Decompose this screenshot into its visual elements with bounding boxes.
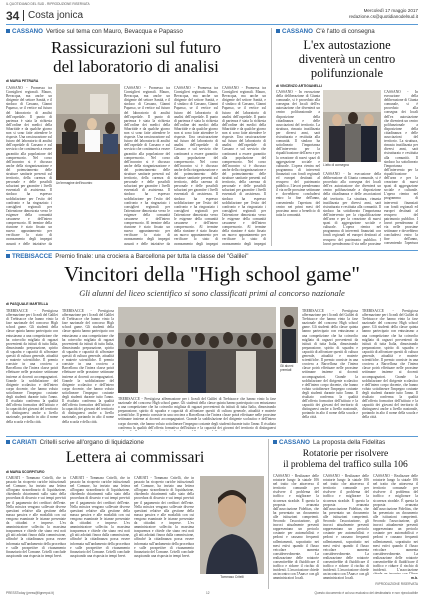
square-bullet-icon [6,254,10,258]
column-divider [268,439,269,589]
article-body-col3: CASSANO - Realizzare delle rotatorie lungo la statale 106 nel tratto che attraversa il territorio comunale per risolvere il problema del traffico e migliorare la sicurezza stradale. È questa la proposta avanzata dall'associazione Fidelitas, che ha presentato un documento alle istituzioni competenti. Secondo l'associazione, gli incroci attualmente presenti rappresentano un pericolo costante per automobilisti e pedoni e causano frequenti rallentamenti, soprattutto nei mesi estivi quando il flusso veicolare aumenta considerevolmente. La realizzazione delle rotatorie consentirebbe di fluidificare il traffico e ridurre il rischio di incidenti. L'associazione [373,474,418,573]
article-body-col1: CASSANO - Promessa tra Consiglieri regionali. Mauro, Bevacqua, ma anche un dirigente del settore Sanità, e il sindaco di Cassano, Gianni Papasso, se il vertice sul futuro del laboratorio di analisi dell'ospedale. Il punto di partenza è stata la richiesta dell'ordine dei medici della Sibaritide e da qualche giorno non si sono fatte attendere le risposte. Una rassicurazione sul futuro del laboratorio di analisi dell'ospedale di Cassano e sul servizio che continuerà a essere garantito alla popolazione del comprensorio. Nel corso dell'incontro si è discusso anche della riorganizzazione e del potenziamento delle strutture sanitarie presenti sul territorio, della carenza di personale e delle possibili soluzioni per garantire i livelli essenziali di assistenza. Il sindaco ha espresso soddisfazione per l'esito del confronto e ha ringraziato i consiglieri regionali per l'attenzione dimostrata verso le esigenze della comunità cassanese e dell'intero comprensorio. Al termine della riunione è stato fissato un nuovo appuntamento per verificare lo stato di avanzamento degli impegni assunti e delle iniziative da [6,86,52,246]
photo-caption: Un'immagine dell'incontro [56,181,93,185]
photo-caption: L'atto di consegna [323,163,349,167]
article-autostazione [276,28,418,248]
article-kicker [6,253,248,260]
column-divider [271,28,272,246]
footer-right: Questo documento è ad uso esclusivo del destinatario e non riproducibile [314,591,418,595]
kicker-text: La proposta della Fidelitas [312,439,386,446]
square-bullet-icon [276,29,280,33]
article-body-col3: CASSANO - Promessa tra Consiglieri regionali. Mauro, Bevacqua, ma anche un dirigente del settore Sanità, e il sindaco di Cassano, Gianni Papasso, se il vertice sul futuro del laboratorio di analisi dell'ospedale. Il punto di partenza è stata la richiesta dell'ordine dei medici della Sibaritide e da qualche giorno non si sono fatte attendere le risposte. Una rassicurazione sul futuro del laboratorio di analisi dell'ospedale di Cassano e sul servizio che continuerà a essere garantito alla popolazione del comprensorio. Nel corso dell'incontro si è discusso anche della riorganizzazione e del potenziamento delle strutture sanitarie presenti sul territorio, della carenza di personale e delle possibili soluzioni per garantire i livelli essenziali di assistenza. Il sindaco ha espresso soddisfazione per l'esito del confronto e ha ringraziato i consiglieri regionali per l'attenzione dimostrata verso le esigenze della comunità cassanese e dell'intero comprensorio. Al termine della riunione è stato fissato un nuovo appuntamento per verificare lo stato di avanzamento degli impegni assunti e delle iniziative da [124,86,170,246]
article-byline: di MARIA SCORPITURO [6,470,45,474]
article-photo [118,307,276,393]
section-rule [6,250,418,251]
footer-left: PRESSToday (press@lignerpoi.it) [6,591,54,595]
article-subhead: Gli alunni del liceo scientifico si sono classificati primi al concorso nazionale [79,288,345,298]
kicker-text: Vertice sul tema con Mauro, Bevacqua e Papasso [45,28,183,35]
article-byline: di VINCENZO ARTIGIANELLI [276,84,323,88]
article-body-col1: CASSANO - Realizzare delle rotatorie lungo la statale 106 nel tratto che attraversa il territorio comunale per risolvere il problema del traffico e migliorare la sicurezza stradale. È questa la proposta avanzata dall'associazione Fidelitas, che ha presentato un documento alle istituzioni competenti. Secondo l'associazione, gli incroci attualmente presenti rappresentano un pericolo costante per automobilisti e pedoni e causano frequenti rallentamenti, soprattutto nei mesi estivi quando il flusso veicolare aumenta considerevolmente. La realizzazione delle rotatorie consentirebbe di fluidificare il traffico e ridurre il rischio di incidenti. L'associazione chiede un incontro con l'Anas e con gli amministratori locali. [273,474,319,581]
article-byline: di PASQUALE MARTELLA [6,302,49,306]
article-commissari [6,439,264,589]
article-body-col4: TREBISACCE - Prestigiosa affermazione per i liceali del Galilei di Trebisacce che hanno vinto la fase nazionale del concorso High school game. Gli studenti della classe quinta hanno partecipato con entusiasmo a una competizione che ha coinvolto migliaia di ragazzi provenienti da istituti di tutta Italia, dimostrando preparazione, spirito di squadra e capacità di affrontare quesiti di cultura generale, attualità e materie scientifiche. Il premio consiste in una crociera a Barcellona che l'intera classe potrà effettuare nelle prossime settimane insieme ai docenti accompagnatori. Grande la soddisfazione del dirigente scolastico e dell'intero corpo docente, che hanno voluto sottolineare l'impegno costante degli studenti durante tutto l'anno. Il risultato conferma la qualità dell'offerta formativa dell'istituto e la capacità dei giovani del territorio di distinguersi anche a livello nazionale, portando in alto il nome della scuola e della città. [302,309,358,420]
article-kicker [276,28,375,35]
section-rule [6,436,418,437]
issue-date: Mercoledì 17 maggio 2017 [363,8,418,13]
meeting-photo-image [56,84,120,180]
article-headline [276,38,418,80]
article-headline [6,38,266,76]
article-body-col5: TREBISACCE - Prestigiosa affermazione per i liceali del Galilei di Trebisacce che hanno vinto la fase nazionale del concorso High school game. Gli studenti della classe quinta hanno partecipato con entusiasmo a una competizione che ha coinvolto migliaia di ragazzi provenienti da istituti di tutta Italia, dimostrando preparazione, spirito di squadra e capacità di affrontare quesiti di cultura generale, attualità e materie scientifiche. Il premio consiste in una crociera a Barcellona che l'intera classe potrà effettuare nelle prossime settimane insieme ai docenti accompagnatori. Grande la soddisfazione del dirigente scolastico e dell'intero corpo docente, che hanno voluto sottolineare l'impegno costante degli studenti durante tutto l'anno. Il risultato conferma la qualità dell'offerta formativa dell'istituto e la capacità dei giovani del territorio di distinguersi anche a livello nazionale, portando in alto il nome della scuola e della città. [362,309,418,420]
kicker-place: CASSANO [279,439,310,446]
header-divider [23,10,24,21]
article-body-col1: TREBISACCE - Prestigiosa affermazione per i liceali del Galilei di Trebisacce che hanno vinto la fase nazionale del concorso High school game. Gli studenti della classe quinta hanno partecipato con entusiasmo a una competizione che ha coinvolto migliaia di ragazzi provenienti da istituti di tutta Italia, dimostrando preparazione, spirito di squadra e capacità di affrontare quesiti di cultura generale, attualità e materie scientifiche. Il premio consiste in una crociera a Barcellona che l'intera classe potrà effettuare nelle prossime settimane insieme ai docenti accompagnatori. Grande la soddisfazione del dirigente scolastico e dell'intero corpo docente, che hanno voluto sottolineare l'impegno costante degli studenti durante tutto l'anno. Il risultato conferma la qualità dell'offerta formativa dell'istituto e la capacità dei giovani del territorio di distinguersi anche a livello nazionale, portando in alto il nome della scuola e della città. [6,309,58,424]
copyright-notice: RIPRODUZIONE RISERVATA [375,582,418,586]
article-high-school-game [6,253,418,433]
top-notice: IL QUOTIDIANO DEL SUD - RIPRODUZIONE RISERVATA [6,2,90,6]
kicker-place: TREBISACCE [12,253,53,260]
article-body-col2: CARIATI - Tommaso Critelli, che in passato ha ricoperto cariche istituzionali nel Comune, ha inviato una lettera all'organo straordinario di liquidazione, chiedendo chiarimenti sullo stato della procedura di dissesto e sui tempi previsti per il pagamento dei creditori dell'ente. Nella missiva vengono sollevate diverse questioni relative alla gestione della massa passiva e alle modalità con cui vengono esaminate le istanze presentate da cittadini e imprese. L'ex amministratore sollecita la massima trasparenza e chiede che siano resi noti gli atti adottati finora dalla commissione, affinché la cittadinanza possa essere informata sull'andamento della procedura e sulle prospettive di risanamento finanziario del Comune. Critelli conclude auspicando una risposta in tempi brevi. [70,476,130,558]
portrait-image [280,307,298,363]
article-headline: Vincitori della "High school game" [64,262,360,286]
square-bullet-icon [6,440,10,444]
article-photo-small [280,307,298,363]
kicker-place: CASSANO [12,28,43,35]
article-kicker [273,439,385,446]
square-bullet-icon [6,29,10,33]
portrait-image [200,476,264,574]
headline-line-2: il problema del traffico sulla 106 [283,460,408,470]
page-footer [6,591,418,597]
headline-line-1: Rotatorie per risolvere [302,449,389,459]
photo-caption: Tommaso Critelli [220,575,244,579]
article-body-col4: CASSANO - Promessa tra Consiglieri regionali. Mauro, Bevacqua, ma anche un dirigente del settore Sanità, e il sindaco di Cassano, Gianni Papasso, se il vertice sul futuro del laboratorio di analisi dell'ospedale. Il punto di partenza è stata la richiesta dell'ordine dei medici della Sibaritide e da qualche giorno non si sono fatte attendere le risposte. Una rassicurazione sul futuro del laboratorio di analisi dell'ospedale di Cassano e sul servizio che continuerà a essere garantito alla popolazione del comprensorio. Nel corso dell'incontro si è discusso anche della riorganizzazione e del potenziamento delle strutture sanitarie presenti sul territorio, della carenza di personale e delle possibili soluzioni per garantire i livelli essenziali di assistenza. Il sindaco ha espresso soddisfazione per l'esito del confronto e ha ringraziato i consiglieri regionali per l'attenzione dimostrata verso le esigenze della comunità cassanese e dell'intero comprensorio. Al termine della riunione è stato fissato un nuovo appuntamento per verificare lo stato di avanzamento degli impegni [174,86,218,246]
article-body-col3: CARIATI - Tommaso Critelli, che in passato ha ricoperto cariche istituzionali nel Comune, ha inviato una lettera all'organo straordinario di liquidazione, chiedendo chiarimenti sullo stato della procedura di dissesto e sui tempi previsti per il pagamento dei creditori dell'ente. Nella missiva vengono sollevate diverse questioni relative alla gestione della massa passiva e alle modalità con cui vengono esaminate le istanze presentate da cittadini e imprese. L'ex amministratore sollecita la massima trasparenza e chiede che siano resi noti gli atti adottati finora dalla commissione, affinché la cittadinanza possa essere informata sull'andamento della procedura e sulle prospettive di risanamento finanziario del Comune. Critelli conclude auspicando una risposta in tempi brevi. [134,476,194,558]
handover-photo-image [323,90,381,162]
headline-line-1: Rassicurazioni sul futuro [51,38,221,57]
photo-caption: Gli alunni premiati [280,364,294,372]
students-photo-image [118,307,276,393]
headline-line-3: polifunzionale [310,66,384,80]
running-header [6,8,418,22]
kicker-text: C'è l'atto di consegna [315,28,375,35]
article-kicker [6,28,183,35]
kicker-place: CASSANO [282,28,313,35]
article-body-col1: CARIATI - Tommaso Critelli, che in passato ha ricoperto cariche istituzionali nel Comune, ha inviato una lettera all'organo straordinario di liquidazione, chiedendo chiarimenti sullo stato della procedura di dissesto e sui tempi previsti per il pagamento dei creditori dell'ente. Nella missiva vengono sollevate diverse questioni relative alla gestione della massa passiva e alle modalità con cui vengono esaminate le istanze presentate da cittadini e imprese. L'ex amministratore sollecita la massima trasparenza e chiede che siano resi noti gli atti adottati finora dalla commissione, affinché la cittadinanza possa essere informata sull'andamento della procedura e sulle prospettive di risanamento finanziario del Comune. Critelli conclude auspicando una risposta in tempi brevi. [6,476,66,558]
article-body-col2: CASSANO - Realizzare delle rotatorie lungo la statale 106 nel tratto che attraversa il territorio comunale per risolvere il problema del traffico e migliorare la sicurezza stradale. È questa la proposta avanzata dall'associazione Fidelitas, che ha presentato un documento alle istituzioni competenti. Secondo l'associazione, gli incroci attualmente presenti rappresentano un pericolo costante per automobilisti e pedoni e causano frequenti rallentamenti, soprattutto nei mesi estivi quando il flusso veicolare aumenta considerevolmente. La realizzazione delle rotatorie consentirebbe di fluidificare il traffico e ridurre il rischio di incidenti. L'associazione chiede un incontro con l'Anas e con gli amministratori locali. [323,474,369,581]
newsroom-email: redazione.cs@quotidianodelsud.it [348,14,418,19]
kicker-place: CARIATI [12,439,37,446]
headline-line-2: diventerà un centro [298,52,396,66]
article-signature: m.b. [411,576,418,580]
footer-page: 12 [206,591,210,595]
page-number: 34 [6,9,20,23]
article-kicker [6,439,144,446]
headline-line-2: del laboratorio di analisi [53,57,219,76]
article-headline [273,449,418,471]
article-rotatorie [273,439,418,589]
article-body-col3: TREBISACCE - Prestigiosa affermazione per i liceali del Galilei di Trebisacce che hanno vinto la fase nazionale del concorso High school game. Gli studenti della classe quinta hanno partecipato con entusiasmo a una competizione che ha coinvolto migliaia di ragazzi provenienti da istituti di tutta Italia, dimostrando preparazione, spirito di squadra e capacità di affrontare quesiti di cultura generale, attualità e materie scientifiche. Il premio consiste in una crociera a Barcellona che l'intera classe potrà effettuare nelle prossime settimane insieme ai docenti accompagnatori. Grande la soddisfazione del dirigente scolastico e dell'intero corpo docente, che hanno voluto sottolineare l'impegno costante degli studenti durante tutto l'anno. Il risultato conferma la qualità dell'offerta formativa dell'istituto e la capacità dei giovani del territorio di distinguersi [118,397,276,430]
header-rule [6,24,418,25]
article-body-col1: CASSANO - In esecuzione della deliberazione di Giunta comunale, si è proceduto alla consegna dei locali dell'ex autostazione che diventerà un centro polifunzionale a disposizione della cittadinanza e delle associazioni del territorio. La struttura, rimasta inutilizzata per diversi anni, sarà ristrutturata e restituita alla comunità. Il sindaco ha sottolineato l'importanza dell'intervento per la riqualificazione dell'area e per la creazione di nuovi spazi di aggregazione sociale e culturale. L'opera rientra nel programma di interventi finanziati con fondi regionali ed europei destinati al recupero del patrimonio pubblico. I lavori prenderanno il via nelle prossime settimane e dovrebbero concludersi entro la fine dell'anno, consentendo l'apertura del centro nei primi mesi del prossimo anno a beneficio di tutta la comunità. [276,90,320,217]
article-laboratorio [6,28,266,248]
article-photo [56,84,120,180]
section-title: Costa jonica [28,10,84,21]
article-headline: Lettera ai commissari [65,449,205,466]
article-photo [323,90,381,162]
kicker-text: Critelli scrive all'organo di liquidazione [39,439,144,446]
square-bullet-icon [273,440,277,444]
article-byline: di MARIA PETRARA [6,79,39,83]
article-body-col2: TREBISACCE - Prestigiosa affermazione per i liceali del Galilei di Trebisacce che hanno vinto la fase nazionale del concorso High school game. Gli studenti della classe quinta hanno partecipato con entusiasmo a una competizione che ha coinvolto migliaia di ragazzi provenienti da istituti di tutta Italia, dimostrando preparazione, spirito di squadra e capacità di affrontare quesiti di cultura generale, attualità e materie scientifiche. Il premio consiste in una crociera a Barcellona che l'intera classe potrà effettuare nelle prossime settimane insieme ai docenti accompagnatori. Grande la soddisfazione del dirigente scolastico e dell'intero corpo docente, che hanno voluto sottolineare l'impegno costante degli studenti durante tutto l'anno. Il risultato conferma la qualità dell'offerta formativa dell'istituto e la capacità dei giovani del territorio di distinguersi anche a livello nazionale, portando in alto il nome della scuola e della città. [62,309,114,424]
article-photo [200,476,264,574]
kicker-text: Premio finale: una crociera a Barcellona per tutta la classe del "Galilei" [55,253,249,260]
headline-line-1: L'ex autostazione [303,38,391,52]
article-body-col5: CASSANO - Promessa tra Consiglieri regionali. Mauro, Bevacqua, ma anche un dirigente del settore Sanità, e il sindaco di Cassano, Gianni Papasso, se il vertice sul futuro del laboratorio di analisi dell'ospedale. Il punto di partenza è stata la richiesta dell'ordine dei medici della Sibaritide e da qualche giorno non si sono fatte attendere le risposte. Una rassicurazione sul futuro del laboratorio di analisi dell'ospedale di Cassano e sul servizio che continuerà a essere garantito alla popolazione del comprensorio. Nel corso dell'incontro si è discusso anche della riorganizzazione e del potenziamento delle strutture sanitarie presenti sul territorio, della carenza di personale e delle possibili soluzioni per garantire i livelli essenziali di assistenza. Il sindaco ha espresso soddisfazione per l'esito del confronto e ha ringraziato i consiglieri regionali per l'attenzione dimostrata verso le esigenze della comunità cassanese e dell'intero comprensorio. Al termine della riunione è stato fissato un nuovo appuntamento per verificare lo stato di avanzamento degli impegni [222,86,266,246]
article-body-col3: CASSANO - In esecuzione della deliberazione di Giunta comunale, si è proceduto alla consegna dei locali dell'ex autostazione che diventerà un centro polifunzionale a disposizione della cittadinanza e delle associazioni del territorio. La struttura, rimasta inutilizzata per diversi anni, sarà ristrutturata e restituita alla comunità. Il sindaco ha sottolineato l'importanza dell'intervento per la riqualificazione dell'area e per la creazione di nuovi spazi di aggregazione sociale e culturale. L'opera rientra nel programma di interventi finanziati con fondi regionali ed europei destinati al recupero del patrimonio pubblico. I lavori prenderanno il via nelle prossime settimane e dovrebbero concludersi entro la fine dell'anno, consentendo l'apertura [384,90,418,246]
article-body-col2: CASSANO - In esecuzione della deliberazione di Giunta comunale, si è proceduto alla consegna dei locali dell'ex autostazione che diventerà un centro polifunzionale a disposizione della cittadinanza e delle associazioni del territorio. La struttura, rimasta inutilizzata per diversi anni, sarà ristrutturata e restituita alla comunità. Il sindaco ha sottolineato l'importanza dell'intervento per la riqualificazione dell'area e per la creazione di nuovi spazi di aggregazione sociale e culturale. L'opera rientra nel programma di interventi finanziati con fondi regionali ed europei destinati al recupero del patrimonio pubblico. I lavori prenderanno il via nelle prossime [323,172,381,246]
